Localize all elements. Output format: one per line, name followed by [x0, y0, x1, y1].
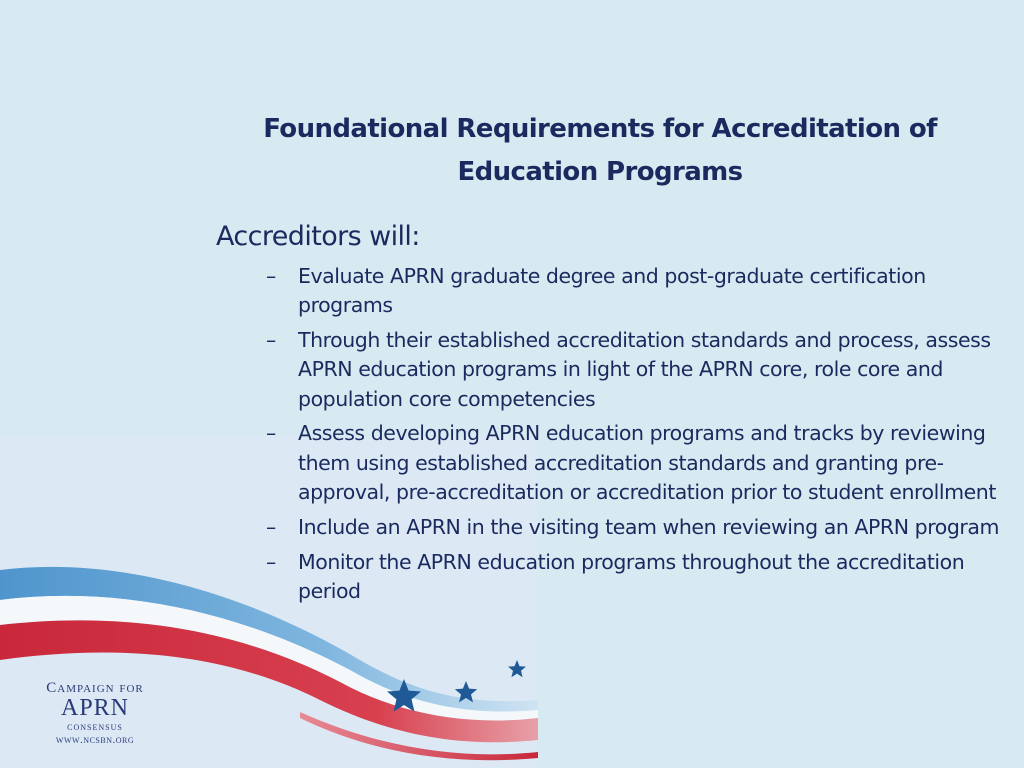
logo-url: www.ncsbn.org: [55, 734, 135, 746]
dash-marker: –: [266, 328, 276, 353]
bullet-text: Evaluate APRN graduate degree and post-graduate certification programs: [298, 264, 926, 318]
logo-line-aprn: APRN: [60, 695, 130, 721]
bullet-list: [266, 262, 1011, 612]
slide-title: Foundational Requirements for Accreditation of Education Programs: [263, 114, 937, 187]
logo-line-campaign: Campaign for: [46, 680, 144, 696]
bullet-text: Monitor the APRN education programs throughout the accreditation period: [298, 549, 965, 603]
bullet-item: [266, 548, 1011, 607]
logo-line-consensus: consensus: [67, 719, 123, 733]
dash-marker: –: [266, 514, 276, 539]
lead-text: Accreditors will:: [216, 221, 420, 252]
dash-marker: –: [266, 264, 276, 288]
dash-marker: –: [266, 549, 276, 574]
bullet-item: [266, 419, 1011, 507]
campaign-logo: [20, 680, 170, 748]
bullet-item: [266, 262, 1011, 321]
bullet-text: Assess developing APRN education programs and tracks by reviewing them using established accreditation standards and granting pre-approval, pre-accreditation or accreditation prior to student enrollment: [298, 421, 996, 505]
bullet-text: Through their established accreditation standards and process, assess APRN education programs in light of the APRN core, role core and population core competencies: [298, 328, 991, 411]
star-icon: [508, 660, 526, 677]
bullet-item: [266, 513, 1011, 542]
dash-marker: –: [266, 421, 276, 446]
bullet-text: Include an APRN in the visiting team when reviewing an APRN program: [298, 514, 1000, 539]
bullet-item: [266, 326, 1011, 414]
